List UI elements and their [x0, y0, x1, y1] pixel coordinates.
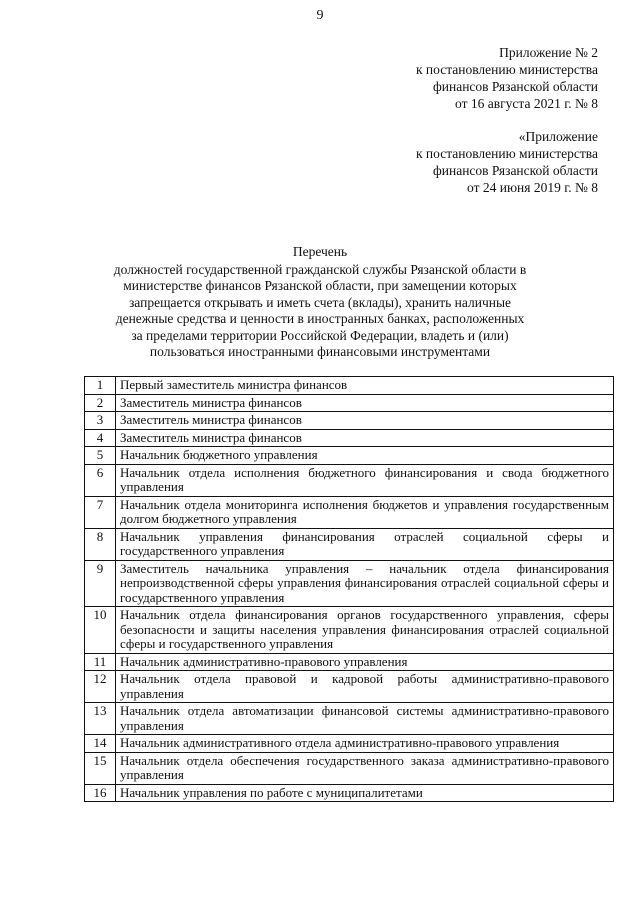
row-number: 8: [85, 528, 116, 560]
row-position: Начальник отдела правовой и кадровой работы административно-правового управления: [116, 671, 614, 703]
row-position: Начальник бюджетного управления: [116, 447, 614, 465]
row-position: Заместитель министра финансов: [116, 412, 614, 430]
row-number: 6: [85, 464, 116, 496]
row-number: 3: [85, 412, 116, 430]
appendix-2-line: Приложение № 2: [499, 45, 598, 60]
row-position: Заместитель министра финансов: [116, 394, 614, 412]
page-number: 9: [316, 8, 324, 23]
appendix-original-line: к постановлению министерства: [415, 146, 598, 161]
row-position: Начальник отдела финансирования органов государственного управления, сферы безопасности и защиты населения управления финансирования отраслей социальной сферы и государственного управления: [116, 607, 614, 654]
title-body: должностей государственной гражданской службы Рязанской области в министерстве финансов Рязанской области, при замещении которых запрещается открывать и иметь счета (вклады), хранить наличные денежные средства и ценности в иностранных банках, расположенных за пределами территории Российской Федерации, владеть и (или) пользоваться иностранными финансовыми инструментами: [113, 261, 527, 359]
row-number: 1: [85, 377, 116, 395]
appendix-original-header: [416, 128, 598, 196]
positions-table: [84, 376, 614, 802]
row-position: Начальник управления финансирования отраслей социальной сферы и государственного управления: [116, 528, 614, 560]
table-row: [85, 528, 614, 560]
appendix-2-line: к постановлению министерства: [415, 62, 598, 77]
table-row: [85, 447, 614, 465]
row-number: 16: [85, 784, 116, 802]
row-number: 5: [85, 447, 116, 465]
document-title: [110, 244, 530, 361]
row-position: Начальник управления по работе с муниципалитетами: [116, 784, 614, 802]
table-row: [85, 429, 614, 447]
row-number: 11: [85, 653, 116, 671]
table-row: [85, 752, 614, 784]
row-position: Первый заместитель министра финансов: [116, 377, 614, 395]
title-heading: Перечень: [292, 244, 348, 259]
row-position: Начальник отдела автоматизации финансовой системы административно-правового управления: [116, 703, 614, 735]
table-row: [85, 653, 614, 671]
appendix-original-line: «Приложение: [518, 129, 598, 144]
table-row: [85, 377, 614, 395]
appendix-2-line: финансов Рязанской области: [433, 79, 598, 94]
row-number: 13: [85, 703, 116, 735]
table-row: [85, 394, 614, 412]
row-number: 15: [85, 752, 116, 784]
row-position: Начальник отдела мониторинга исполнения бюджетов и управления государственным долгом бюджетного управления: [116, 496, 614, 528]
row-number: 2: [85, 394, 116, 412]
table-row: [85, 496, 614, 528]
row-number: 9: [85, 560, 116, 607]
row-number: 4: [85, 429, 116, 447]
appendix-2-header: [416, 44, 598, 112]
table-row: [85, 412, 614, 430]
table-row: [85, 671, 614, 703]
row-number: 10: [85, 607, 116, 654]
appendix-original-line: финансов Рязанской области: [433, 163, 598, 178]
table-row: [85, 607, 614, 654]
row-number: 12: [85, 671, 116, 703]
row-position: Заместитель министра финансов: [116, 429, 614, 447]
row-position: Заместитель начальника управления – начальник отдела финансирования непроизводственной сферы управления финансирования отраслей социальной сферы и государственного управления: [116, 560, 614, 607]
table-row: [85, 560, 614, 607]
row-position: Начальник административно-правового управления: [116, 653, 614, 671]
table-row: [85, 735, 614, 753]
row-position: Начальник отдела исполнения бюджетного финансирования и свода бюджетного управления: [116, 464, 614, 496]
row-number: 14: [85, 735, 116, 753]
appendix-2-line: от 16 августа 2021 г. № 8: [455, 96, 598, 111]
table-row: [85, 784, 614, 802]
row-position: Начальник административного отдела административно-правового управления: [116, 735, 614, 753]
table-row: [85, 464, 614, 496]
row-position: Начальник отдела обеспечения государственного заказа административно-правового управления: [116, 752, 614, 784]
appendix-original-line: от 24 июня 2019 г. № 8: [467, 180, 598, 195]
row-number: 7: [85, 496, 116, 528]
table-row: [85, 703, 614, 735]
